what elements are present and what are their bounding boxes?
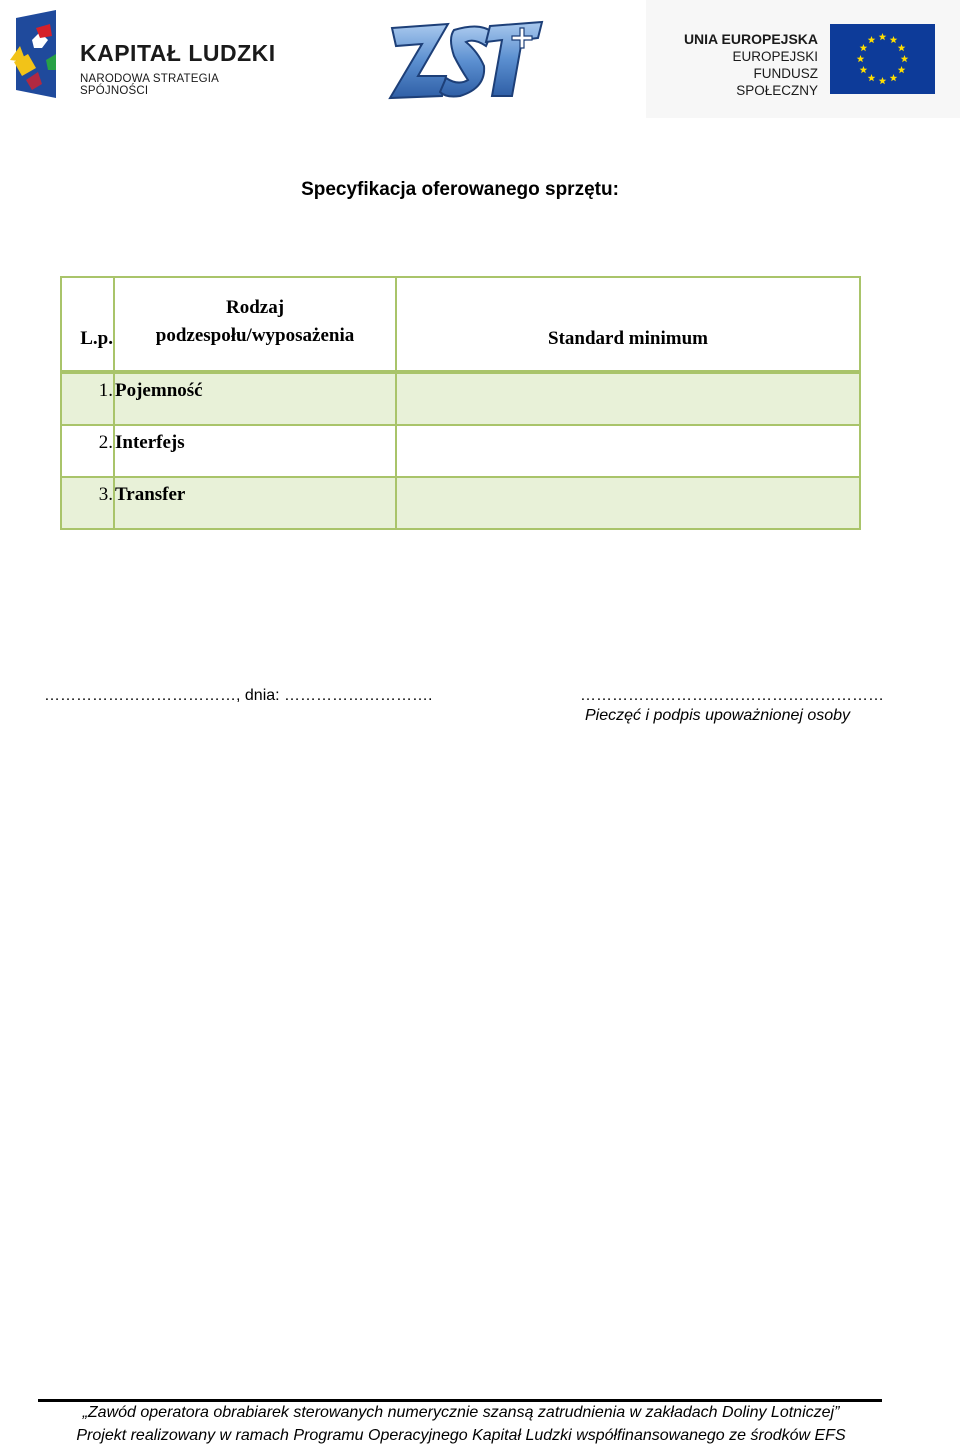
eu-flag-icon [830,24,935,94]
row-component-name: Interfejs [114,425,396,477]
eu-logo [646,0,960,118]
row-number: 3. [61,477,114,529]
table-row [61,477,860,529]
column-header-type-line2: podzespołu/wyposażenia [155,325,355,346]
eu-line-2: EUROPEJSKI [732,49,818,64]
eu-logo-text [672,31,818,99]
row-component-name: Pojemność [114,372,396,425]
column-header-type-line1: Rodzaj [225,297,285,318]
kapital-ludzki-logo [6,10,276,100]
kapital-ludzki-title: KAPITAŁ LUDZKI [80,40,276,66]
zst-school-logo-icon [388,16,546,102]
footer-project-title: „Zawód operatora obrabiarek sterowanych numerycznie szansą zatrudnienia w zakładach Doliny Lotniczej” [82,1404,840,1421]
zst-logo [388,16,546,102]
signature-caption: Pieczęć i podpis upoważnionej osoby [585,707,851,724]
row-standard-cell[interactable] [396,477,860,529]
table-row [61,425,860,477]
eu-line-1: UNIA EUROPEJSKA [683,31,818,47]
spec-table-grid [60,276,861,530]
row-number: 2. [61,425,114,477]
row-standard-cell[interactable] [396,372,860,425]
place-date-line: ………………………………, dnia: ………………………. [44,687,433,704]
eu-line-3: FUNDUSZ SPOŁECZNY [736,66,818,98]
column-header-standard: Standard minimum [396,277,860,372]
column-header-type [114,277,396,372]
column-header-lp: L.p. [61,277,114,372]
signature-dots: ………………………………………………… [580,687,884,704]
footer-funding-note: Projekt realizowany w ramach Programu Operacyjnego Kapitał Ludzki współfinansowanego ze środków EFS [76,1427,846,1444]
row-number: 1. [61,372,114,425]
document-title: Specyfikacja oferowanego sprzętu: [301,179,619,200]
header-logos [0,0,960,118]
table-header-row [61,277,860,372]
kapital-ludzki-emblem-icon [6,10,76,100]
specification-table [60,276,861,505]
row-standard-cell[interactable] [396,425,860,477]
row-component-name: Transfer [114,477,396,529]
signature-block [580,687,884,725]
footer-divider [38,1399,882,1402]
kapital-ludzki-subtitle: NARODOWA STRATEGIA SPÓJNOŚCI [80,73,219,97]
table-row [61,372,860,425]
